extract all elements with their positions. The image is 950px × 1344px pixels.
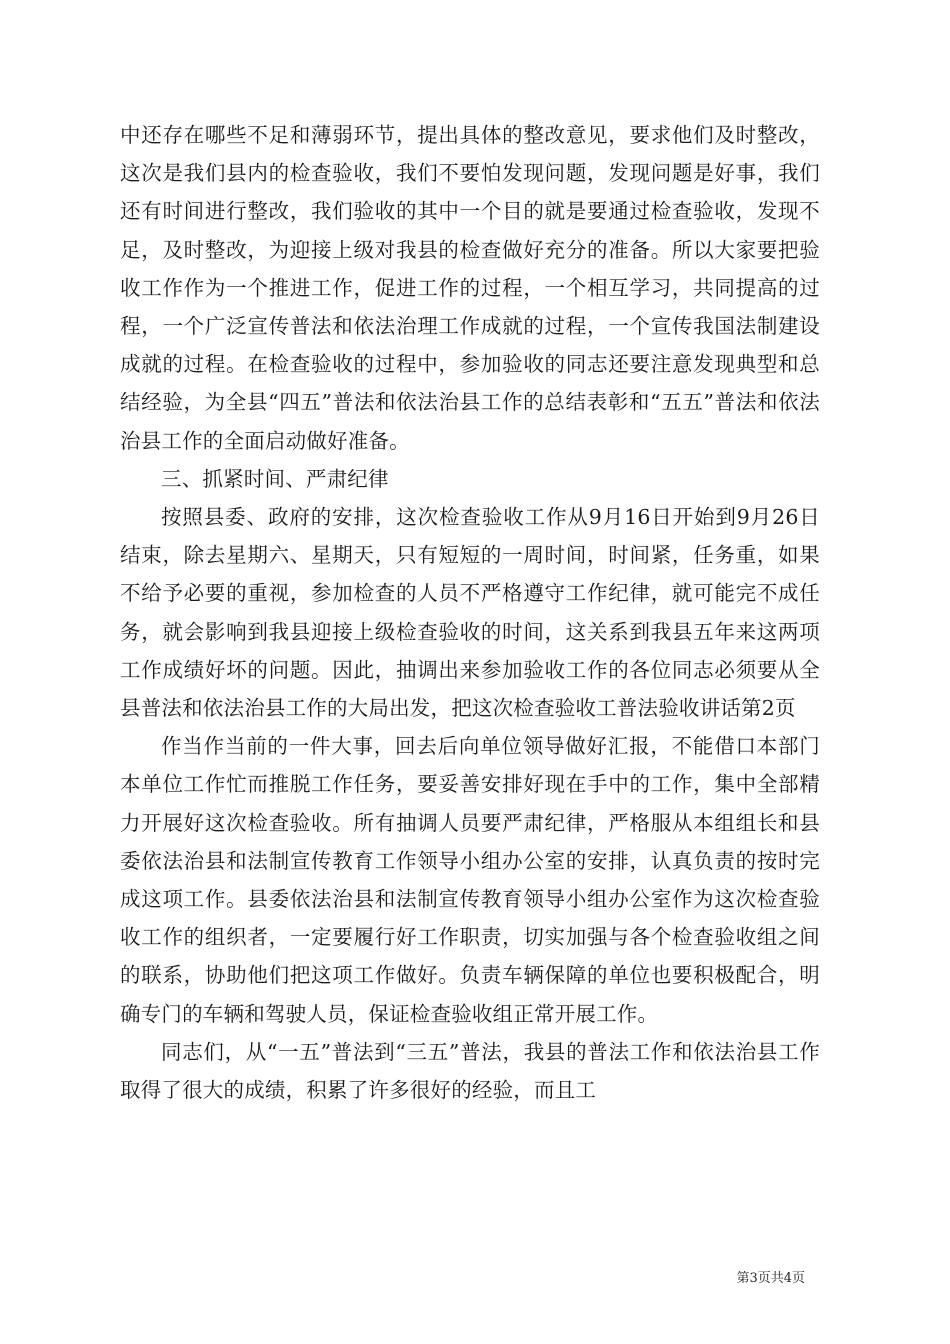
section-heading: 三、抓紧时间、严肃纪律 [161,466,389,491]
body-paragraph-4: 同志们，从“一五”普法到“三五”普法，我县的普法工作和依法治县工作取得了很大的成绩，积累了许多很好的经验，而且工 [120,1039,820,1103]
document-page [120,116,820,1109]
body-paragraph-3: 作当作当前的一件大事，回去后向单位领导做好汇报，不能借口本部门本单位工作忙而推脱工作任务，要妥善安排好现在手中的工作，集中全部精力开展好这次检查验收。所有抽调人员要严肃纪律，严格服从本组组长和县委依法治县和法制宣传教育工作领导小组办公室的安排，认真负责的按时完成这项工作。县委依法治县和法制宣传教育领导小组办公室作为这次检查验收工作的组织者，一定要履行好工作职责，切实加强与各个检查验收组之间的联系，协助他们把这项工作做好。负责车辆保障的单位也要积极配合，明确专门的车辆和驾驶人员，保证检查验收组正常开展工作。 [120,734,820,1026]
page-number-footer: 第3页共4页 [736,1271,805,1286]
body-paragraph-2: 按照县委、政府的安排，这次检查验收工作从9月16日开始到9月26日结束，除去星期六、星期天，只有短短的一周时间，时间紧，任务重，如果不给予必要的重视，参加检查的人员不严格遵守工作纪律，就可能完不成任务，就会影响到我县迎接上级检查验收的时间，这关系到我县五年来这两项工作成绩好坏的问题。因此，抽调出来参加验收工作的各位同志必须要从全县普法和依法治县工作的大局出发，把这次检查验收工普法验收讲话第2页 [120,505,820,721]
body-paragraph-1: 中还存在哪些不足和薄弱环节，提出具体的整改意见，要求他们及时整改，这次是我们县内的检查验收，我们不要怕发现问题，发现问题是好事，我们还有时间进行整改，我们验收的其中一个目的就是要通过检查验收，发现不足，及时整改，为迎接上级对我县的检查做好充分的准备。所以大家要把验收工作作为一个推进工作，促进工作的过程，一个相互学习，共同提高的过程，一个广泛宣传普法和依法治理工作成就的过程，一个宣传我国法制建设成就的过程。在检查验收的过程中，参加验收的同志还要注意发现典型和总结经验，为全县“四五”普法和依法治县工作的总结表彰和“五五”普法和依法治县工作的全面启动做好准备。 [120,123,820,453]
